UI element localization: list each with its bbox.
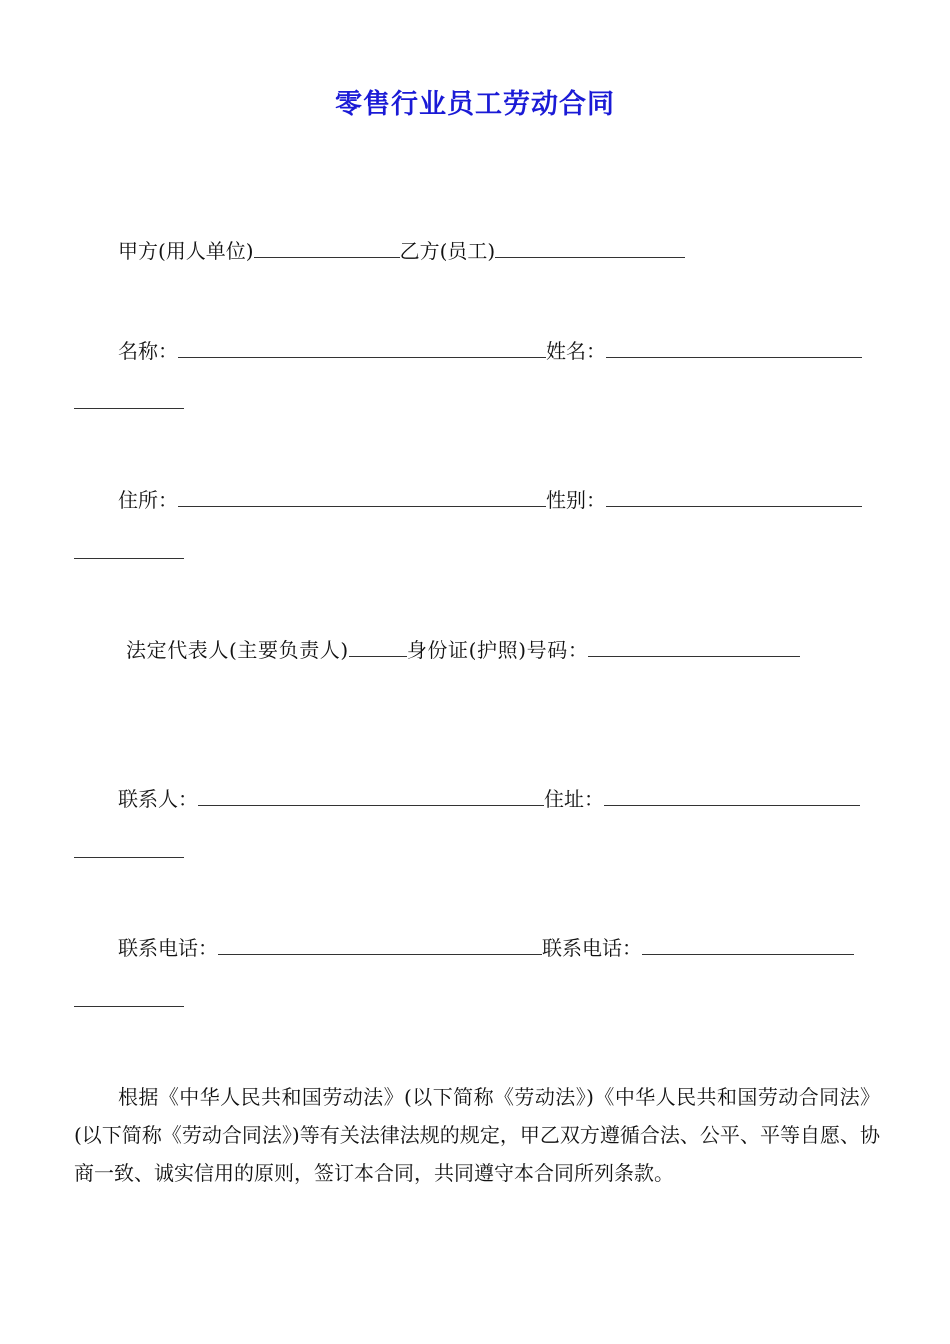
full-name-blank[interactable] [606,337,862,358]
name-label: 名称： [118,339,178,363]
address-label: 住址： [544,787,604,811]
full-name-label: 姓名： [546,339,606,363]
parties-row [118,236,685,266]
party-b-label: 乙方(员工) [399,239,496,263]
gender-blank[interactable] [606,486,862,507]
contact-row [118,784,860,814]
legal-rep-label: 法定代表人(主要负责人) [126,638,349,662]
legal-rep-row [126,635,800,665]
contact-row-continuation-blank[interactable] [74,857,184,859]
id-number-blank[interactable] [588,636,800,657]
phone-row-continuation-blank[interactable] [74,1006,184,1008]
phone-b-label: 联系电话： [542,936,642,960]
name-row-continuation-blank[interactable] [74,408,184,410]
residence-blank[interactable] [178,486,546,507]
company-name-blank[interactable] [178,337,546,358]
party-a-blank[interactable] [254,237,400,258]
phone-b-blank[interactable] [642,934,854,955]
name-row [118,336,862,366]
party-a-label: 甲方(用人单位) [118,239,254,263]
residence-row [118,485,862,515]
party-b-blank[interactable] [495,237,685,258]
residence-label: 住所： [118,488,178,512]
contact-person-blank[interactable] [198,785,544,806]
phone-a-label: 联系电话： [118,936,218,960]
residence-row-continuation-blank[interactable] [74,558,184,560]
contact-person-label: 联系人： [118,787,198,811]
id-number-label: 身份证(护照)号码： [406,638,589,662]
legal-rep-blank[interactable] [349,636,407,657]
phone-a-blank[interactable] [218,934,542,955]
document-title: 零售行业员工劳动合同 [335,89,615,120]
preamble-paragraph: 根据《中华人民共和国劳动法》(以下简称《劳动法》)《中华人民共和国劳动合同法》(以下简称《劳动合同法》)等有关法律法规的规定，甲乙双方遵循合法、公平、平等自愿、协商一致、诚实信用的原则，签订本合同，共同遵守本合同所列条款。 [74,1085,880,1185]
address-blank[interactable] [604,785,860,806]
phone-row [118,933,854,963]
gender-label: 性别： [546,488,606,512]
